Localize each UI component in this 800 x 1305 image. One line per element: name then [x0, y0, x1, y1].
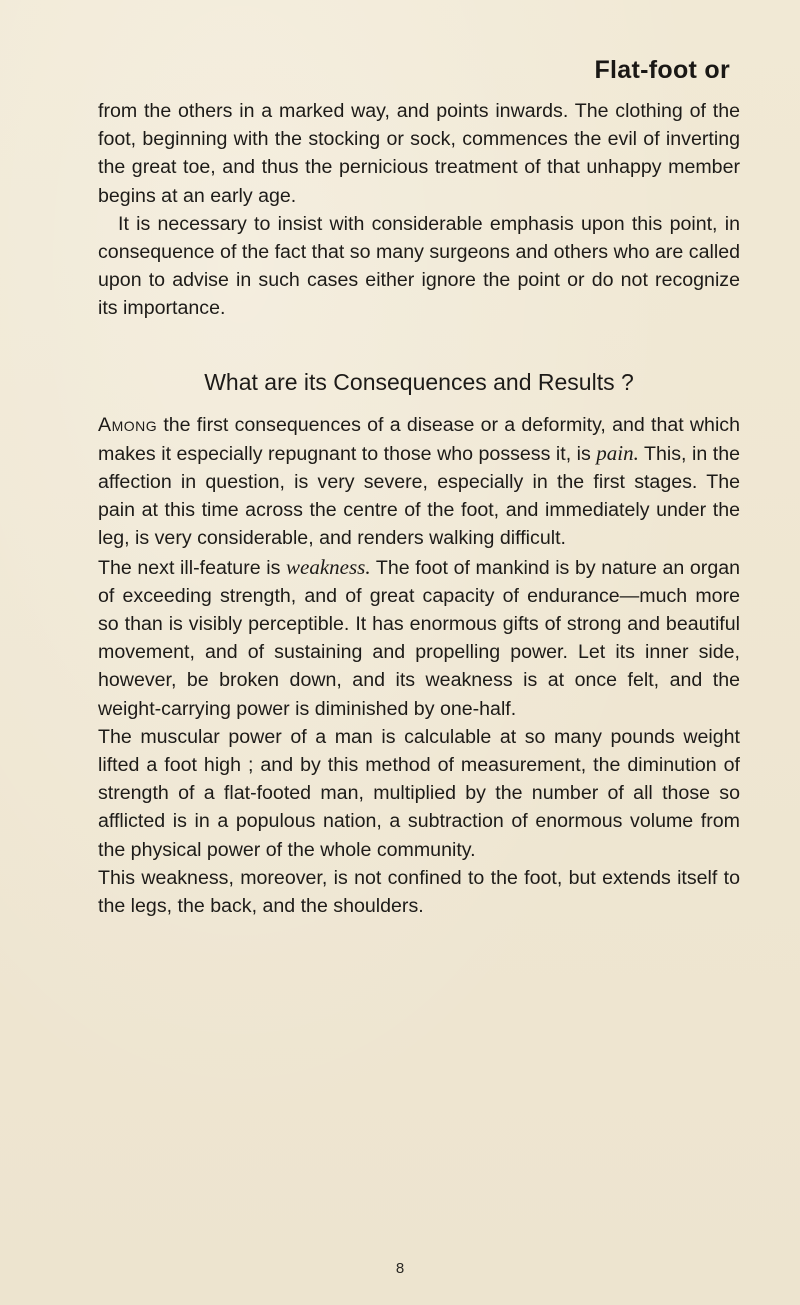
- paragraph-5: The muscular power of a man is calculable at so many pounds weight lifted a foot high ; and by this method of measurement, the diminution of strength of a flat-footed man, multiplied by the number of all those so afflicted is in a populous nation, a subtraction of enormous volume from the physical power of the whole community.: [98, 725, 740, 861]
- paragraph-6: This weakness, moreover, is not confined to the foot, but extends itself to the legs, the back, and the shoulders.: [98, 866, 740, 918]
- paragraph-1: from the others in a marked way, and points inwards. The clothing of the foot, beginning with the stocking or sock, commences the evil of inverting the great toe, and thus the pernicious treatment of that unhappy member begins at an early age.: [98, 100, 740, 207]
- paragraph-3-lead: Among: [98, 413, 158, 436]
- running-head: Flat-foot or: [594, 56, 730, 84]
- paragraph-3: [98, 411, 740, 553]
- paragraph-4-emphasis: weakness.: [286, 554, 371, 579]
- body-text: [98, 97, 740, 920]
- paragraph-4-text-a: The next ill-feature is: [98, 556, 287, 579]
- section-heading: What are its Consequences and Results ?: [204, 368, 634, 395]
- page-number: 8: [395, 1260, 405, 1277]
- paragraph-2: It is necessary to insist with considerable emphasis upon this point, in consequence of the fact that so many surgeons and others who are called upon to advise in such cases either ignore the point or do not recognize its importance.: [98, 212, 740, 320]
- paragraph-3-text-b: This, in the affection in question, is very severe, especially in the first stages. The pain at this time across the centre of the foot, and immediately under the leg, is very considerable, and renders walking difficult.: [98, 442, 740, 550]
- paragraph-3-emphasis: pain.: [596, 440, 639, 465]
- paragraph-3-text-a: the first consequences of a disease or a deformity, and that which makes it especially repugnant to those who possess it, is: [98, 413, 740, 465]
- paragraph-4: [98, 553, 740, 723]
- paragraph-4-text-b: The foot of mankind is by nature an organ of exceeding strength, and of great capacity of endurance—much more so than is visibly perceptible. It has enormous gifts of strong and beautiful movement, and of sustaining and propelling power. Let its inner side, however, be broken down, and its weakness is at once felt, and the weight-carrying power is diminished by one-half.: [98, 556, 741, 720]
